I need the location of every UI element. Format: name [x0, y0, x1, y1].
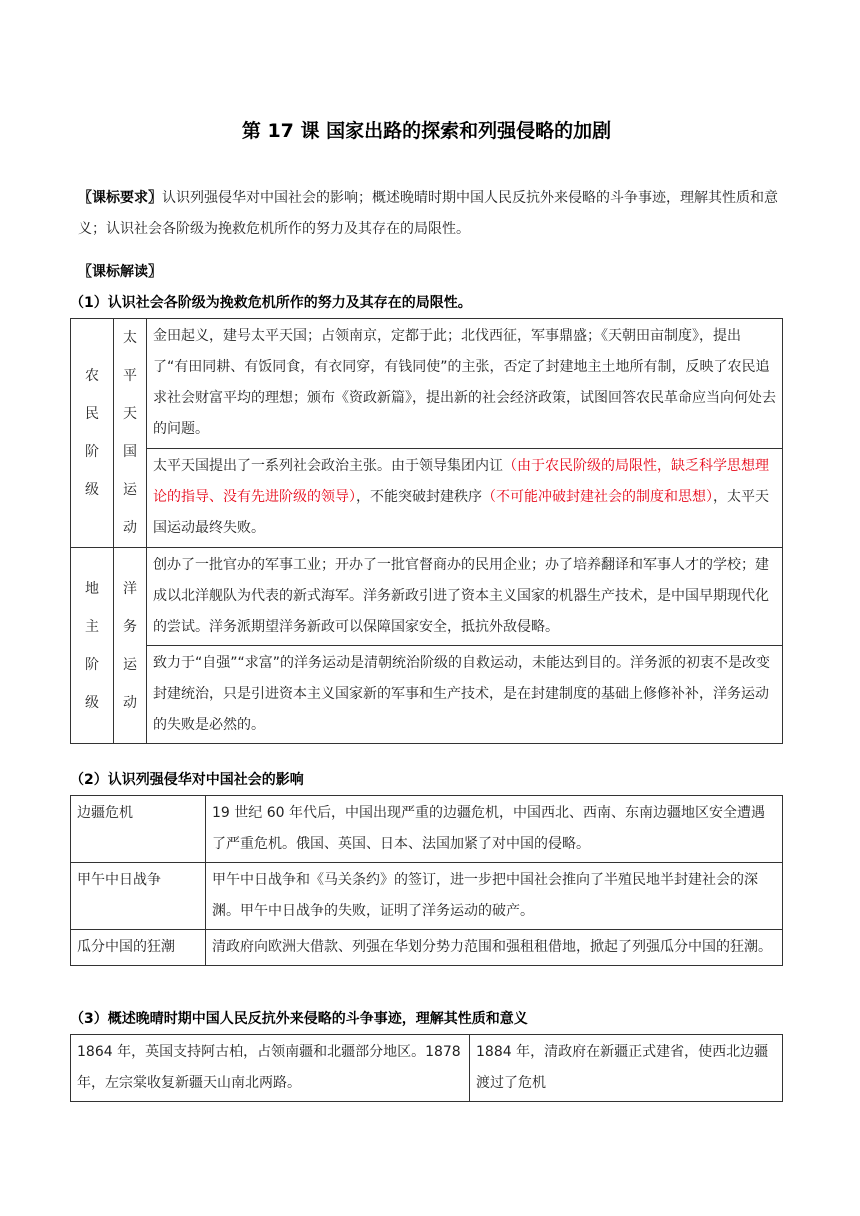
topic-cell: 瓜分中国的狂潮	[71, 930, 206, 966]
topic-cell: 边疆危机	[71, 796, 206, 863]
movement-cell: 洋务运动	[114, 548, 147, 744]
table-row	[71, 319, 783, 449]
section1-heading: （1）认识社会各阶级为挽救危机所作的努力及其存在的局限性。	[70, 295, 472, 311]
table-row	[71, 796, 783, 863]
class-cell: 地主阶级	[71, 548, 114, 744]
red-annotation: （由于农民阶级的局限性，缺乏科学思想理论的指导、没有先进阶级的领导）	[153, 458, 769, 506]
content-cell: 金田起义，建号太平天国；占领南京，定都于此；北伐西征，军事鼎盛；《天朝田亩制度》，提出了“有田同耕、有饭同食，有衣同穿，有钱同使”的主张，否定了封建地主土地所有制，反映了农民追求社会财富平均的理想；颁布《资政新篇》，提出新的社会经济政策，试图回答农民革命应当向何处去的问题。	[147, 319, 783, 449]
content-cell: 清政府向欧洲大借款、列强在华划分势力范围和强租租借地，掀起了列强瓜分中国的狂潮。	[206, 930, 783, 966]
content-cell: 致力于“自强”“求富”的洋务运动是清朝统治阶级的自救运动，未能达到目的。洋务派的初衷不是改变封建统治，只是引进资本主义国家新的军事和生产技术，是在封建制度的基础上修修补补，洋务运动的失败是必然的。	[147, 646, 783, 744]
interpretation-label: 〖课标解读〗	[78, 264, 162, 280]
topic-cell: 甲午中日战争	[71, 863, 206, 930]
content-cell: 创办了一批官办的军事工业；开办了一批官督商办的民用企业；办了培养翻译和军事人才的学校；建成以北洋舰队为代表的新式海军。洋务新政引进了资本主义国家的机器生产技术，是中国早期现代化的尝试。洋务派期望洋务新政可以保障国家安全，抵抗外敌侵略。	[147, 548, 783, 646]
table-row	[71, 646, 783, 744]
content-cell: 1884 年，清政府在新疆正式建省，使西北边疆渡过了危机	[470, 1035, 783, 1102]
table-row	[71, 548, 783, 646]
table-row	[71, 863, 783, 930]
table-row	[71, 1035, 783, 1102]
lesson-title: 第 17 课 国家出路的探索和列强侵略的加剧	[241, 120, 612, 142]
class-cell: 农民阶级	[71, 319, 114, 548]
red-annotation: （不可能冲破封建社会的制度和思想）	[482, 489, 713, 506]
section3-table	[70, 1034, 783, 1102]
section2-table	[70, 795, 783, 966]
requirement-label: 〖课标要求〗	[78, 190, 162, 206]
table-row	[71, 930, 783, 966]
content-cell: 太平天国提出了一系列社会政治主张。由于领导集团内讧（由于农民阶级的局限性，缺乏科学思想理论的指导、没有先进阶级的领导），不能突破封建秩序（不可能冲破封建社会的制度和思想），太平天国运动最终失败。	[147, 449, 783, 548]
requirement-text: 认识列强侵华对中国社会的影响；概述晚晴时期中国人民反抗外来侵略的斗争事迹，理解其性质和意义；认识社会各阶级为挽救危机所作的努力及其存在的局限性。	[78, 190, 778, 237]
interpretation-heading	[78, 257, 783, 288]
content-cell: 1864 年，英国支持阿古柏，占领南疆和北疆部分地区。1878 年，左宗棠收复新疆天山南北两路。	[71, 1035, 470, 1102]
content-cell: 甲午中日战争和《马关条约》的签订，进一步把中国社会推向了半殖民地半封建社会的深渊。甲午中日战争的失败，证明了洋务运动的破产。	[206, 863, 783, 930]
movement-cell: 太平天国运动	[114, 319, 147, 548]
table-row	[71, 449, 783, 548]
section2-heading: （2）认识列强侵华对中国社会的影响	[70, 772, 304, 788]
curriculum-requirement	[78, 183, 783, 245]
section1-table	[70, 318, 783, 744]
section3-heading: （3）概述晚晴时期中国人民反抗外来侵略的斗争事迹，理解其性质和意义	[70, 1011, 528, 1027]
content-cell: 19 世纪 60 年代后，中国出现严重的边疆危机，中国西北、西南、东南边疆地区安全遭遇了严重危机。俄国、英国、日本、法国加紧了对中国的侵略。	[206, 796, 783, 863]
